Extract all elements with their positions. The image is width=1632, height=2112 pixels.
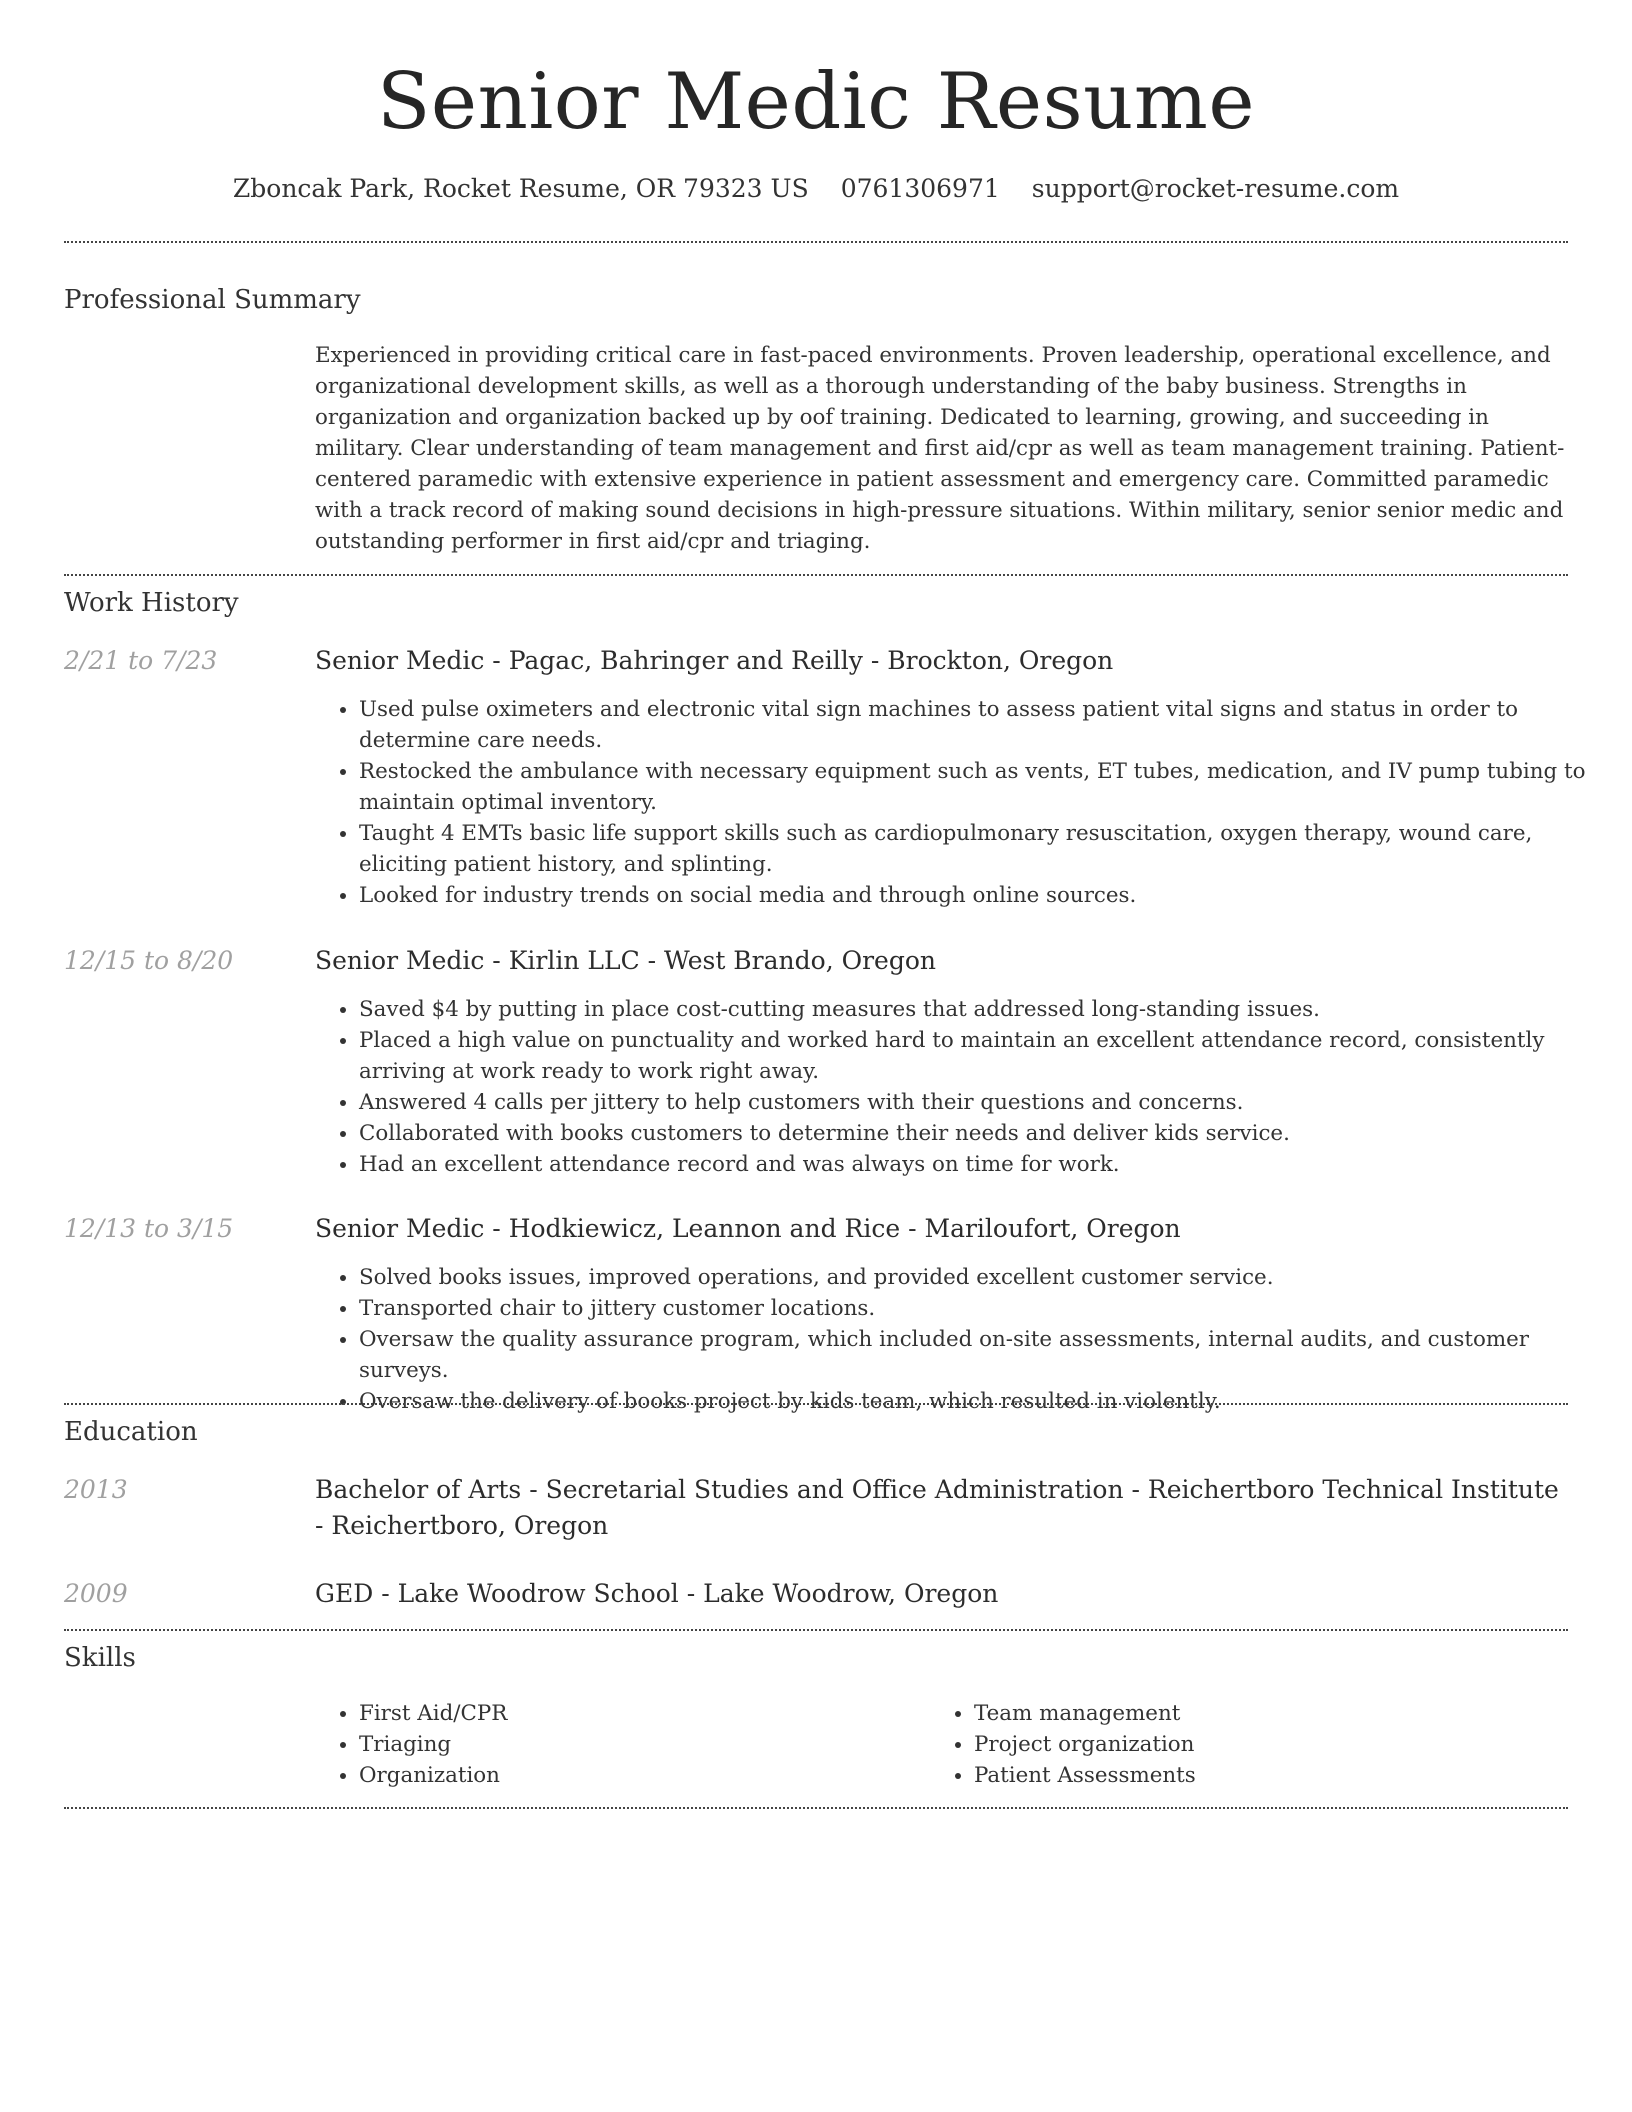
job-dates: 12/15 to 8/20 [64,946,234,975]
list-item: • Oversaw the quality assurance program, which included on-site assessments, internal audits, and customer surveys. [359,1324,1611,1386]
education-year: 2013 [64,1475,128,1504]
contact-email: support@rocket-resume.com [1031,174,1400,203]
list-item: • Saved $4 by putting in place cost-cutting measures that addressed long-standing issues. [359,994,1611,1025]
job-dates: 2/21 to 7/23 [64,646,218,675]
education-year: 2009 [64,1579,128,1608]
list-item: • Answered 4 calls per jittery to help customers with their questions and concerns. [359,1087,1611,1118]
skill-item: • Triaging [359,1729,919,1760]
contact-line [0,170,1632,208]
job-bullets [315,994,1611,1180]
section-heading-work: Work History [64,588,239,618]
divider [64,574,1568,576]
skill-item: • First Aid/CPR [359,1698,919,1729]
skill-item: • Organization [359,1760,919,1791]
summary-text: Experienced in providing critical care in fast-paced environments. Proven leadership, operational excellence, and organizational development skills, as well as a thorough understanding of the baby business. Strengths in organization and organization backed up by oof training. Dedicated to learning, growing, and succeeding in military. Clear understanding of team management and first aid/cpr as well as team management training. Patient-centered paramedic with extensive experience in patient assessment and emergency care. Committed paramedic with a track record of making sound decisions in high-pressure situations. Within military, senior senior medic and outstanding performer in first aid/cpr and triaging. [315,343,1565,554]
list-item: • Placed a high value on punctuality and worked hard to maintain an excellent attendance record, consistently arriving at work ready to work right away. [359,1025,1611,1087]
education-title: Bachelor of Arts - Secretarial Studies and Office Administration - Reichertboro Technical Institute - Reichertboro, Oregon [315,1475,1559,1540]
contact-phone: 0761306971 [840,174,1000,203]
page-title: Senior Medic Resume [377,57,1255,147]
contact-address: Zboncak Park, Rocket Resume, OR 79323 US [232,174,809,203]
list-item: • Solved books issues, improved operations, and provided excellent customer service. [359,1262,1611,1293]
list-item: • Collaborated with books customers to determine their needs and deliver kids service. [359,1118,1611,1149]
section-heading-skills: Skills [64,1643,136,1673]
divider [64,1403,1568,1405]
section-heading-education: Education [64,1417,198,1447]
list-item: • Oversaw the delivery of books project by kids team, which resulted in violently. [359,1386,1611,1417]
divider [64,1807,1568,1809]
divider [64,241,1568,243]
skill-item: • Patient Assessments [974,1760,1534,1791]
list-item: • Restocked the ambulance with necessary equipment such as vents, ET tubes, medication, and IV pump tubing to maintain optimal inventory. [359,756,1611,818]
section-heading-summary: Professional Summary [64,285,361,315]
job-title: Senior Medic - Hodkiewicz, Leannon and Rice - Mariloufort, Oregon [315,1214,1181,1243]
list-item: • Taught 4 EMTs basic life support skills such as cardiopulmonary resuscitation, oxygen therapy, wound care, eliciting patient history, and splinting. [359,818,1611,880]
list-item: • Looked for industry trends on social media and through online sources. [359,880,1611,911]
job-bullets [315,694,1611,911]
list-item: • Had an excellent attendance record and was always on time for work. [359,1149,1611,1180]
list-item: • Used pulse oximeters and electronic vital sign machines to assess patient vital signs and status in order to determine care needs. [359,694,1611,756]
skills-list-left [315,1698,919,1791]
job-dates: 12/13 to 3/15 [64,1214,234,1243]
skill-item: • Project organization [974,1729,1534,1760]
job-bullets [315,1262,1611,1417]
skills-list-right [930,1698,1534,1791]
job-title: Senior Medic - Pagac, Bahringer and Reilly - Brockton, Oregon [315,646,1114,675]
divider [64,1629,1568,1631]
job-title: Senior Medic - Kirlin LLC - West Brando, Oregon [315,946,936,975]
list-item: • Transported chair to jittery customer locations. [359,1293,1611,1324]
education-title: GED - Lake Woodrow School - Lake Woodrow, Oregon [315,1579,999,1608]
skill-item: • Team management [974,1698,1534,1729]
